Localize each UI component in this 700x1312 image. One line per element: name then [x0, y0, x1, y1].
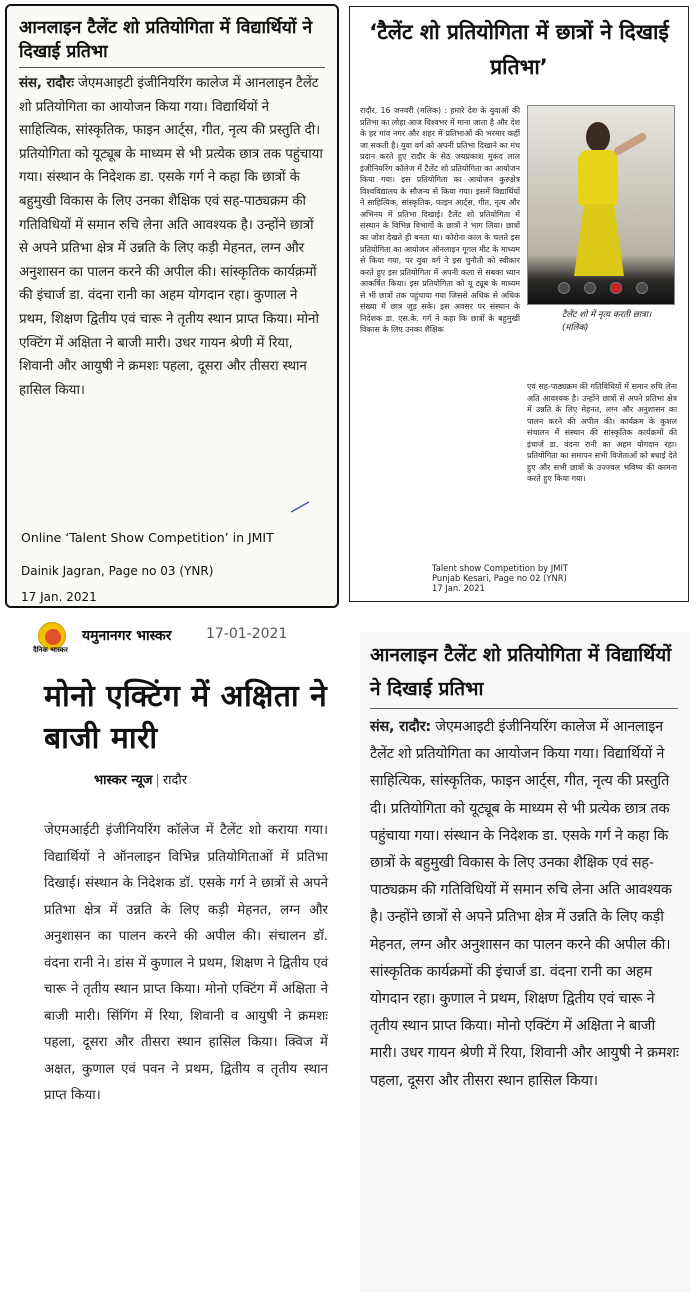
bhaskar-body: जेएमआईटी इंजीनियरिंग कॉलेज में टैलेंट शो कराया गया। विद्यार्थियों ने ऑनलाइन विभिन्न प्रतियोगिताओं में प्रतिभा दिखाई। संस्थान के निदेशक डॉ. एसके गर्ग ने छात्रों से अपने प्रतिभा क्षेत्र में उन्नति के लिए कड़ी मेहनत, लग्न और अनुशासन का पालन करने की अपील की। संचालन डॉ. वंदना रानी ने। डांस में कुणाल ने प्रथम, शिक्षण ने द्वितीय एवं चारू ने तृतीय स्थान प्राप्त किया। मोनो एक्टिंग में अक्षिता ने बाजी मारी। सिंगिंग में रिया, शिवानी व आयुषी ने क्रमशः पहला, दूसरा और तीसरा स्थान हासिल किया। क्विज में अक्षत, कुणाल एवं पवन ने प्रथम, द्वितीय व तृतीय स्थान प्राप्त किया।: [44, 823, 328, 1103]
kesari-headline: ‘टैलेंट शो प्रतियोगिता में छात्रों ने दिखाई प्रतिभा’: [369, 20, 669, 79]
jagran-clipping: [5, 4, 339, 608]
jagran-dateline: संस, रादौरः: [19, 76, 74, 91]
kesari-footer-source: Punjab Kesari, Page no 02 (YNR): [432, 573, 567, 583]
jagran-caption: Online ‘Talent Show Competition’ in JMIT: [21, 530, 274, 545]
bhaskar-byline: [94, 770, 187, 788]
photo-figure-head: [586, 122, 610, 152]
jagran-headline: आनलाइन टैलेंट शो प्रतियोगिता में विद्यार्थियों ने दिखाई प्रतिभा: [19, 18, 313, 62]
photo-figure-arm: [612, 132, 647, 157]
kesari-footer-date: 17 Jan. 2021: [432, 583, 485, 593]
kesari-clipping: [349, 6, 689, 602]
bhaskar-clipping: [30, 620, 340, 1310]
more-icon: [636, 282, 648, 294]
bhaskar-date: 17-01-2021: [206, 626, 288, 642]
jagran-body-text: जेएमआइटी इंजीनियरिंग कालेज में आनलाइन टैलेंट शो प्रतियोगिता का आयोजन किया गया। विद्यार्थियों ने साहित्यिक, सांस्कृतिक, फाइन आर्ट्स, गीत, नृत्य की प्रस्तुति दी। प्रतियोगिता को यूट्यूब के माध्यम से भी प्रत्येक छात्र तक पहुंचाया गया। संस्थान के निदेशक डा. एसके गर्ग ने कहा कि छात्रों के बहुमुखी विकास के लिए उनका शैक्षिक एवं सह-पाठ्यक्रम की गतिविधियों में समान रुचि लेना अति आवश्यक है। उन्होंने छात्रों से अपने प्रतिभा क्षेत्र में उन्नति के लिए कड़ी मेहनत, लग्न और अनुशासन का पालन करने की अपील की। सांस्कृतिक कार्यक्रमों की इंचार्ज डा. वंदना रानी का अहम योगदान रहा। कुणाल ने प्रथम, शिक्षण द्वितीय एवं चारू ने तृतीय स्थान प्राप्त किया। मोनो एक्टिंग में अक्षिता ने बाजी मारी। उधर गायन श्रेणी में रिया, शिवानी और आयुषी ने क्रमशः पहला, दूसरा और तीसरा स्थान हासिल किया।: [19, 76, 323, 398]
pen-mark-icon: [289, 500, 311, 514]
byline-separator: |: [155, 773, 160, 788]
bhaskar-logo-text: दैनिक भास्कर: [33, 646, 68, 654]
jagran-divider: [19, 67, 325, 68]
kesari-column-left: रादौर, 16 जनवरी (मलिक) : हमारे देश के युवाओं की प्रतिभा का लोहा आज विश्वभर में माना जाता है और देश के हर गांव नगर और शहर में प्रतिभाओं की भरमार कहीं जा सकती है। युवा वर्ग को अपनी प्रतिभा दिखाने का मंच प्रदान करते हुए रादौर के सेठ जयप्रकाश मुकंद लाल इंजीनियरिंग कॉलेज में टैलेंट शो प्रतियोगिता का आयोजन किया गया। इस प्रतियोगिता का आयोजन कुरुक्षेत्र विश्वविद्यालय के सौजन्य से किया गया। इसमें विद्यार्थियों ने साहित्यिक, सांस्कृतिक, फाइन आर्ट्स, गीत, नृत्य और अभिनय में प्रतिभा दिखाई। टैलेंट शो प्रतियोगिता में संस्थान के विभिन्न विभागों के छात्रों ने भाग लिया। छात्रों का जोश देखते ही बनता था। कोरोना काल के चलते इस प्रतियोगिता का आयोजन ऑनलाइन गूगल मीट के माध्यम से किया गया, पर युवा वर्ग ने इस चुनौती को स्वीकार करते हुए इस प्रतियोगिता में अपनी कला से सबका ध्यान आकर्षित किया। इस प्रतियोगिता को यू ट्यूब के माध्यम से भी छात्रों तक पहुंचाया गया जिससे अधिक से अधिक संख्या में छात्र जुड़ सके। इस अवसर पर संस्थान के निदेशक डा. एस.के. गर्ग ने कहा कि छात्रों के बहुमुखी विकास के लिए उनका शैक्षिक: [360, 106, 520, 335]
jagran-source: Dainik Jagran, Page no 03 (YNR): [21, 564, 214, 578]
enlarged-body-text: जेएमआइटी इंजीनियरिंग कालेज में आनलाइन टैलेंट शो प्रतियोगिता का आयोजन किया गया। विद्यार्थियों ने साहित्यिक, सांस्कृतिक, फाइन आर्ट्स, गीत, नृत्य की प्रस्तुति दी। प्रतियोगिता को यूट्यूब के माध्यम से भी प्रत्येक छात्र तक पहुंचाया गया। संस्थान के निदेशक डा. एसके गर्ग ने कहा कि छात्रों के बहुमुखी विकास के लिए उनका शैक्षिक एवं सह-पाठ्यक्रम की गतिविधियों में समान रुचि लेना अति आवश्यक है। उन्होंने छात्रों से अपने प्रतिभा क्षेत्र में उन्नति के लिए कड़ी मेहनत, लग्न और अनुशासन का पालन करने की अपील की। सांस्कृतिक कार्यक्रमों की इंचार्ज डा. वंदना रानी का अहम योगदान रहा। कुणाल ने प्रथम, शिक्षण द्वितीय एवं चारू ने तृतीय स्थान प्राप्त किया। मोनो एक्टिंग में अक्षिता ने बाजी मारी। उधर गायन श्रेणी में रिया, शिवानी और आयुषी ने क्रमशः पहला, दूसरा और तीसरा स्थान हासिल किया।: [370, 719, 679, 1089]
jagran-body: [19, 72, 325, 402]
enlarged-clipping: [360, 632, 690, 1292]
bhaskar-headline: मोनो एक्टिंग में अक्षिता ने बाजी मारी: [44, 679, 328, 756]
jagran-date: 17 Jan. 2021: [21, 590, 97, 604]
kesari-photo-caption: टैलेंट शो में नृत्य करती छात्रा। (मलिक): [562, 310, 652, 333]
enlarged-body: [370, 714, 686, 1095]
enlarged-headline: आनलाइन टैलेंट शो प्रतियोगिता में विद्यार्थियों ने दिखाई प्रतिभा: [370, 644, 672, 700]
photo-figure-legs: [574, 204, 624, 276]
bhaskar-byline-agency: भास्कर न्यूज: [94, 773, 153, 788]
photo-figure-body: [578, 150, 618, 206]
end-call-icon: [610, 282, 622, 294]
kesari-column-right: एवं सह-पाठ्यक्रम की गतिविधियों में समान रुचि लेना अति आवश्यक है। उन्होंने छात्रों से अपने प्रतिभा क्षेत्र में उन्नति के लिए मेहनत, लग्न और अनुशासन का पालन करने की अपील की। कार्यक्रम के कुशल संचालन में संस्थान की सांस्कृतिक कार्यक्रमों की इंचार्ज डा. वंदना रानी का अहम योगदान रहा। प्रतियोगिता का समापन सभी विजेताओं को बधाई देते हुए और सभी छात्रों के उज्ज्वल भविष्य की कामना करते हुए किया गया।: [527, 382, 677, 484]
kesari-footer-title: Talent show Competition by JMIT: [432, 563, 569, 573]
camera-icon: [584, 282, 596, 294]
bhaskar-paper-name: यमुनानगर भास्कर: [82, 628, 172, 644]
mic-icon: [558, 282, 570, 294]
enlarged-divider: [370, 708, 678, 709]
bhaskar-byline-place: रादौर: [162, 773, 188, 788]
kesari-footer: [432, 563, 568, 593]
bhaskar-masthead: [30, 620, 340, 654]
enlarged-dateline: संस, रादौर:: [370, 719, 431, 735]
dancer-photo: [527, 105, 675, 305]
video-call-controls: [558, 282, 648, 296]
